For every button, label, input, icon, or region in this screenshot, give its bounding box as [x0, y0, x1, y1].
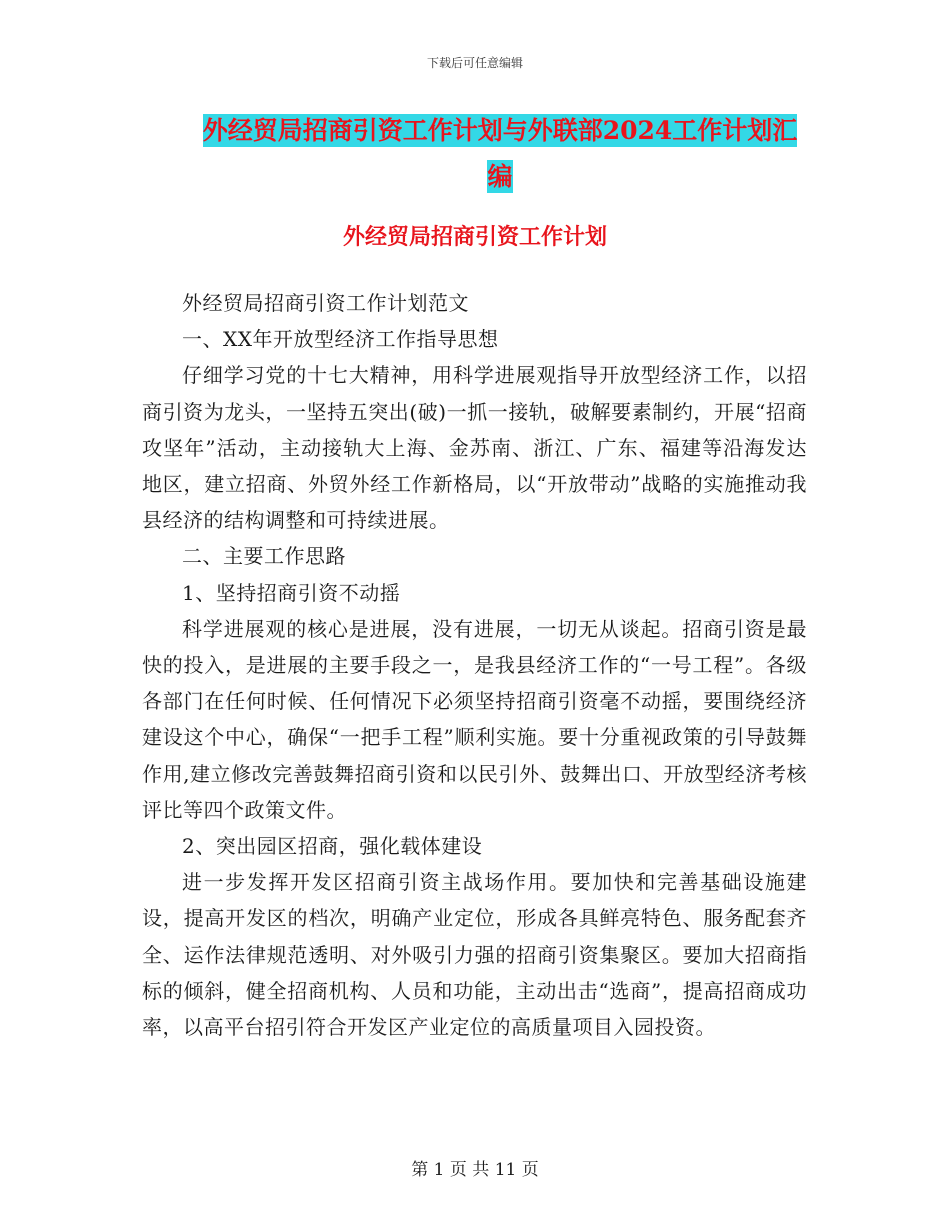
section-title: 外经贸局招商引资工作计划 — [342, 224, 607, 250]
body-text — [142, 285, 807, 1045]
paragraph-subtitle: 外经贸局招商引资工作计划范文 — [182, 291, 469, 315]
paragraph-guiding-thought: 仔细学习党的十七大精神，用科学进展观指导开放型经济工作，以招商引资为龙头，一坚持五突出(破)一抓一接轨，破解要素制约，开展“招商攻坚年”活动，主动接轨大上海、金苏南、浙江、广东、福建等沿海发达地区，建立招商、外贸外经工作新格局，以“开放带动”战略的实施推动我县经济的结构调整和可持续进展。 — [142, 363, 807, 533]
document-title-line-2: 编 — [487, 162, 513, 191]
page-number: 第 1 页 共 11 页 — [411, 1160, 539, 1180]
paragraph-item-2: 进一步发挥开发区招商引资主战场作用。要加快和完善基础设施建设，提高开发区的档次，明确产业定位，形成各具鲜亮特色、服务配套齐全、运作法律规范透明、对外吸引力强的招商引资集聚区。要加大招商指标的倾斜，健全招商机构、人员和功能，主动出击“选商”，提高招商成功率，以高平台招引符合开发区产业定位的高质量项目入园投资。 — [142, 870, 807, 1040]
heading-main-ideas: 二、主要工作思路 — [182, 544, 346, 569]
document-title — [180, 108, 820, 200]
paragraph-item-1: 科学进展观的核心是进展，没有进展，一切无从谈起。招商引资是最快的投入，是进展的主要手段之一，是我县经济工作的“一号工程”。各级各部门在任何时候、任何情况下必须坚持招商引资毫不动摇，要围绕经济建设这个中心，确保“一把手工程”顺利实施。要十分重视政策的引导鼓舞作用,建立修改完善鼓舞招商引资和以民引外、鼓舞出口、开放型经济考核评比等四个政策文件。 — [142, 616, 807, 822]
document-title-line-1: 外经贸局招商引资工作计划与外联部2024工作计划汇 — [202, 116, 798, 145]
heading-guiding-thought: 一、XX年开放型经济工作指导思想 — [182, 327, 499, 352]
heading-item-1: 1、坚持招商引资不动摇 — [182, 580, 401, 605]
heading-item-2: 2、突出园区招商，强化载体建设 — [182, 834, 483, 859]
header-note: 下载后可任意编辑 — [426, 56, 523, 70]
